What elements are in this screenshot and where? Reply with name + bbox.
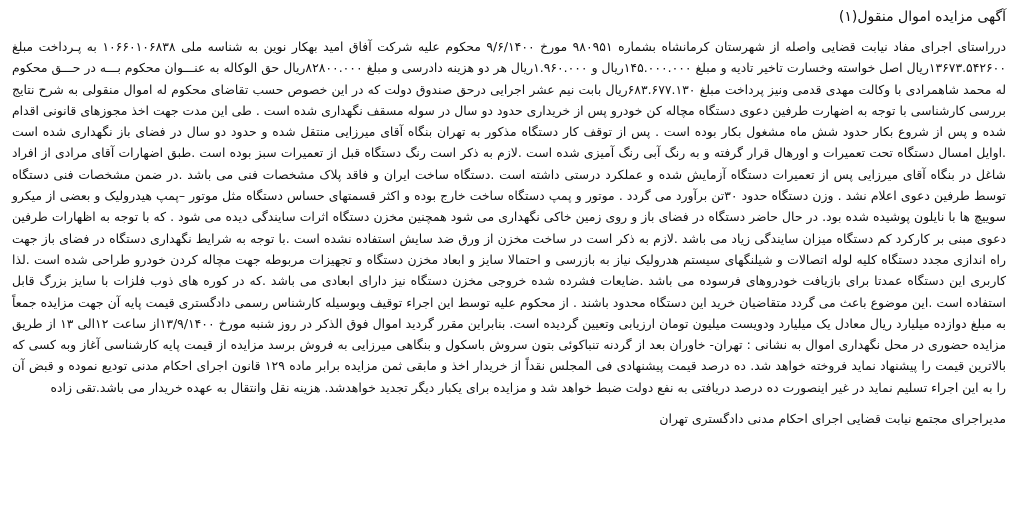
notice-body: درراستای اجرای مفاد نیابت قضایی واصله از شهرستان کرمانشاه بشماره ۹۸۰۹۵۱ مورخ ۹/۶/۱۴۰۰ محکوم علیه شرکت آفاق امید بهکار نوین به شناسه ملی ۱۰۶۶۰۱۰۶۸۳۸ به پـرداخت مبلغ ۱۳۶۷۳.۵۴۲۶۰۰ریال اصل خواسته وخسارت تاخیر تادیه و مبلغ ۱۴۵.۰۰۰.۰۰۰ریال و ۱.۹۶۰.۰۰۰ریال هر دو هزینه دادرسی و مبلغ ۸۲۸۰۰.۰۰۰ریال حق الوکاله به عنـــوان محکوم بـــه در حـــق محکوم له محمد شاهمرادی با وکالت مهدی قدمی ونیز پرداخت مبلغ ۶۸۳.۶۷۷.۱۳۰ریال بابت نیم عشر اجرایی درحق صندوق دولت که در این خصوص حسب تقاضای محکوم له اموال منقولی به شرح نتایج بررسی کارشناسی با توجه به اضهارت طرفین دعوی دستگاه مچاله کن خودرو پس از خریداری حدود دو سال در سوله مسقف نگهداری شده است . طی این مدت جهت اخذ مجوزهای قانونی اقدام شده و پس از شروع بکار حدود شش ماه مشغول بکار بوده است . پس از توقف کار دستگاه مذکور به تهران بنگاه آقای میرزایی منتقل شده و حدود دو سال در فضای باز نگهداری شده است .اوایل امسال دستگاه تحت تعمیرات و اورهال قرار گرفته و به رنگ آبی رنگ آمیزی شده است .لازم به ذکر است رنگ دستگاه قبل از تعمیرات سبز بوده است .طبق اضهارات آقای مرادی از افراد شاغل در بنگاه آقای میرزایی پس از تعمیرات دستگاه آزمایش شده و عملکرد درستی داشته است .دستگاه ساخت ایران و فاقد پلاک مشخصات فنی می باشد .در ضمن مشخصات فنی دستگاه توسط طرفین دعوی اعلام نشد . وزن دستگاه حدود ۳۰تن برآورد می گردد . موتور و پمپ دستگاه ساخت خارج بوده و اکثر قسمتهای حساس دستگاه مثل موتور –پمپ هیدرولیک و بعضی از میکرو سوییچ ها با نایلون پوشیده شده بود. در حال حاضر دستگاه در فضای باز و روی زمین خاکی نگهداری می شود همچنین مخزن دستگاه اثرات سایندگی دیده می شود . که با توجه به اظهارات طرفین دعوی مبنی بر کارکرد کم دستگاه میزان سایندگی زیاد می باشد .لازم به ذکر است در ساخت مخزن از ورق ضد سایش استفاده نشده است .با توجه به شرایط نگهداری دستگاه در فضای باز جهت راه اندازی مجدد دستگاه کلیه لوله اتصالات و شیلنگهای سیستم هدرولیک نیاز به بازرسی و احتمالا سایز و ابعاد مخزن دستگاه و تجهیزات مربوطه جهت مچاله کردن خودرو طراحی شده است .لذا کاربری این دستگاه عمدتا برای بازیافت خودروهای فرسوده می باشد .ضایعات فشرده شده خروجی مخزن دستگاه نیز دارای ابعادی می باشد .که در کوره های ذوب فلزات با سایز بزرگ قابل استفاده است .این موضوع باعث می گردد متقاضیان خرید این دستگاه محدود باشند . از محکوم علیه توسط این اجراء توقیف وبوسیله کارشناس رسمی دادگستری قیمت پایه آن جهت مزایده جمعاً به مبلغ دوازده میلیارد ریال معادل یک میلیارد ودویست میلیون تومان ارزیابی وتعیین گردیده است. بنابراین مقرر گردید اموال فوق الذکر در روز شنبه مورخ ۱۳/۹/۱۴۰۰از ساعت ۱۲الی ۱۳ از طریق مزایده حضوری در محل نگهداری اموال به نشانی : تهران- خاوران بعد از گردنه تنباکوئی بتون سروش باسکول و بنگاهی میرزایی به فروش برسد مزایده از قیمت پایه کارشناسی آغاز وبه کسی که بالاترین قیمت را پیشنهاد نماید فروخته خواهد شد. ده درصد قیمت پیشنهادی فی المجلس نقداً از خریدار اخذ و مابقی ثمن مزایده برابر ماده ۱۲۹ قانون اجرای احکام مدنی تودیع نموده و قبض آن را به این اجراء تسلیم نماید در غیر اینصورت ده درصد دریافتی به نفع دولت ضبط خواهد شد و مزایده برای یکبار دیگر تجدید خواهدشد. هزینه نقل وانتقال به عهده خریدار می باشد.تقی زاده: [12, 39, 1006, 395]
notice-signature: مدیراجرای مجتمع نیابت قضایی اجرای احکام مدنی دادگستری تهران: [659, 411, 1006, 427]
notice-title: آگهی مزایده اموال منقول(۱): [838, 9, 1006, 25]
